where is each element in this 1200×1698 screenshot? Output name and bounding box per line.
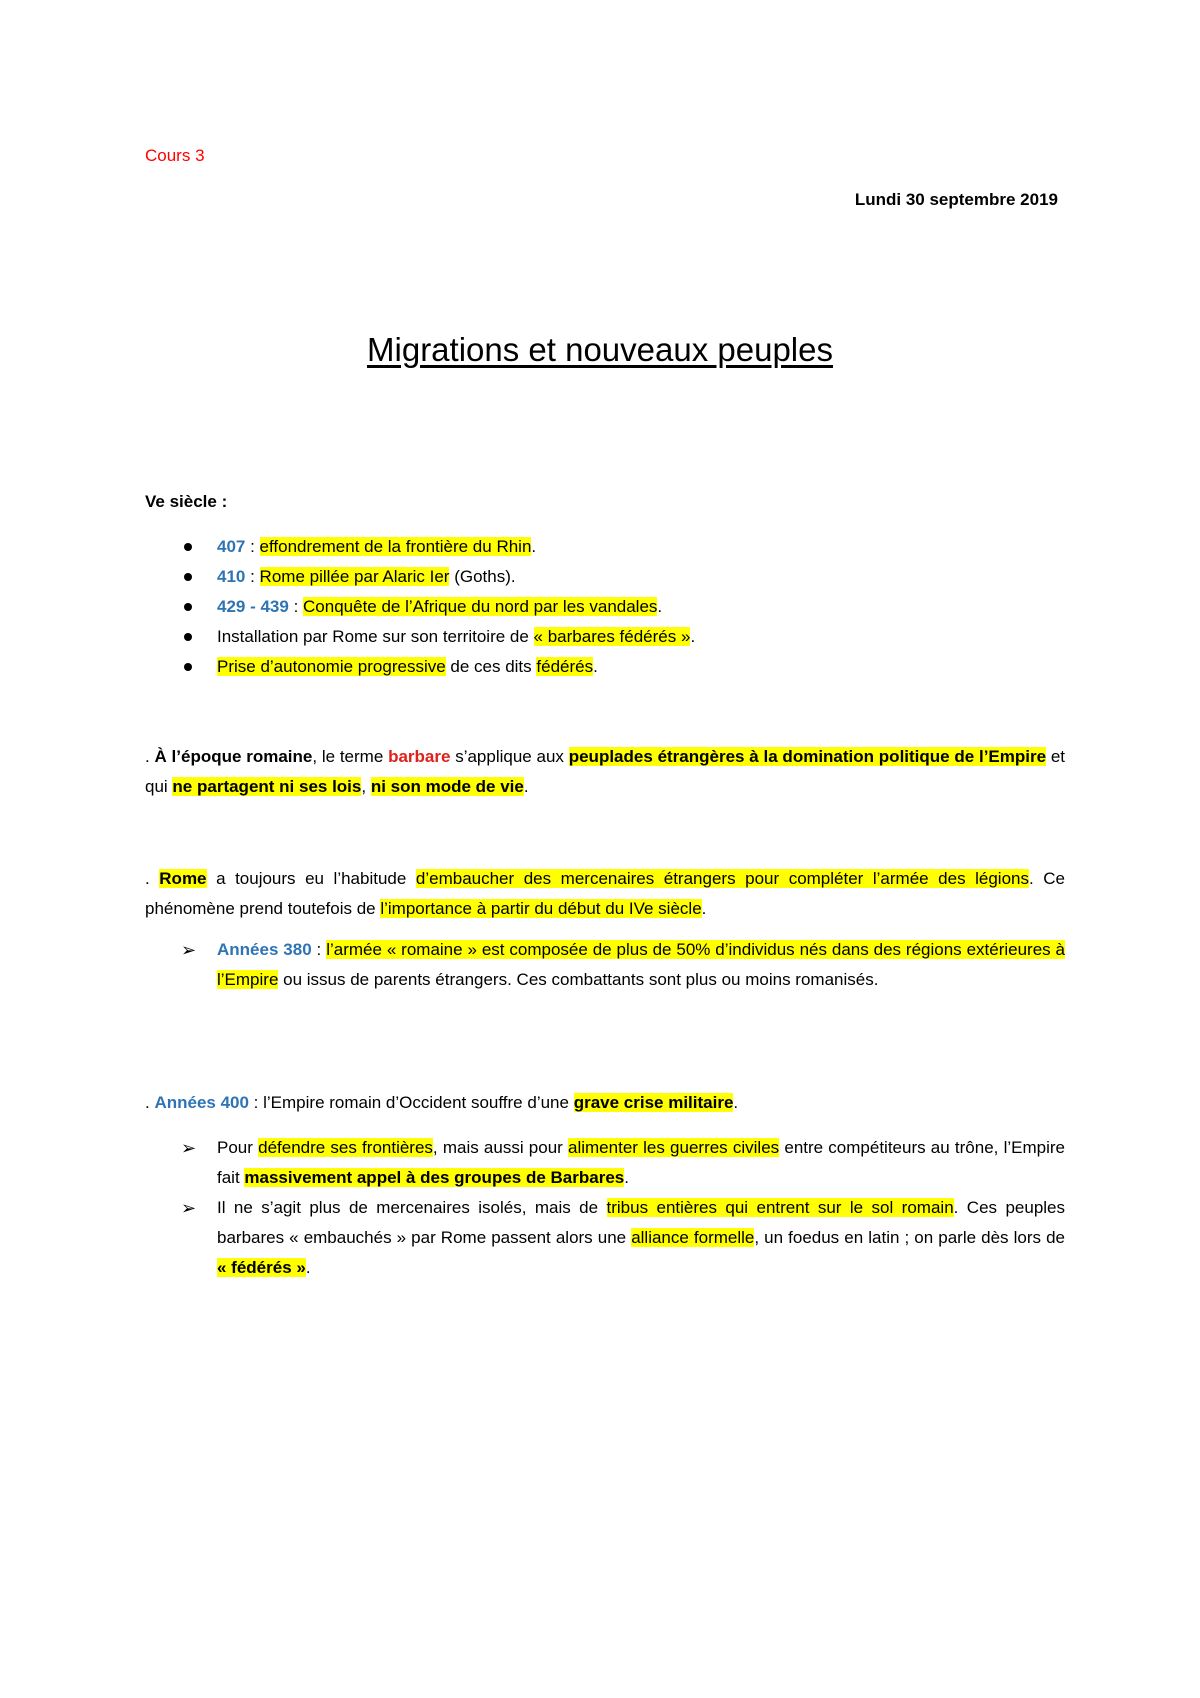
- highlighted-text: « barbares fédérés »: [533, 627, 691, 646]
- date-line: Lundi 30 septembre 2019: [854, 190, 1058, 209]
- highlighted-text: « fédérés »: [217, 1258, 306, 1277]
- highlighted-text: Prise d’autonomie progressive: [217, 657, 446, 676]
- highlighted-text: massivement appel à des groupes de Barbares: [244, 1168, 625, 1187]
- list-item: 407 : effondrement de la frontière du Rhin.: [145, 532, 1065, 562]
- list-item: 429 - 439 : Conquête de l’Afrique du nord par les vandales.: [145, 592, 1065, 622]
- highlighted-text: effondrement de la frontière du Rhin: [259, 537, 532, 556]
- arrowhead-bullet-icon: ➢: [181, 1198, 197, 1218]
- year-label: 410: [217, 567, 246, 586]
- arrow-list-item: ➢ Pour défendre ses frontières, mais aussi pour alimenter les guerres civiles entre compétiteurs au trône, l’Empire fait massivement appel à des groupes de Barbares.: [145, 1133, 1065, 1193]
- year-label: 429 - 439: [217, 597, 289, 616]
- arrowhead-bullet-icon: ➢: [181, 940, 197, 960]
- arrow-list-item: ➢ Il ne s’agit plus de mercenaires isolés, mais de tribus entières qui entrent sur le sol romain. Ces peuples barbares « embauchés » par Rome passent alors une alliance formelle, un foedus en latin ; on parle dès lors de « fédérés ».: [145, 1193, 1065, 1283]
- highlighted-text: d’embaucher des mercenaires étrangers pour compléter l’armée des légions: [415, 869, 1029, 888]
- year-label: 407: [217, 537, 246, 556]
- highlighted-text: l’importance à partir du début du IVe siècle: [380, 899, 702, 918]
- paragraph-rome: . Rome a toujours eu l’habitude d’embaucher des mercenaires étrangers pour compléter l’armée des légions. Ce phénomène prend toutefois de l’importance à partir du début du IVe siècle.: [145, 869, 1066, 918]
- highlighted-text: défendre ses frontières: [258, 1138, 433, 1157]
- bullet-dot-icon: [184, 633, 192, 641]
- document-title: Migrations et nouveaux peuples: [367, 331, 833, 368]
- highlighted-text: tribus entières qui entrent sur le sol romain: [606, 1198, 954, 1217]
- year-label: Années 400: [154, 1093, 249, 1112]
- list-item: Prise d’autonomie progressive de ces dits fédérés.: [145, 652, 1065, 682]
- highlighted-text: fédérés: [536, 657, 594, 676]
- highlighted-text: Rome: [159, 869, 207, 888]
- bullet-dot-icon: [184, 543, 192, 551]
- bullet-dot-icon: [184, 573, 192, 581]
- highlighted-text: alliance formelle: [631, 1228, 755, 1247]
- highlighted-text: l’armée « romaine » est composée de plus de 50% d’individus nés dans des régions extérieures à l’Empire: [217, 940, 1066, 989]
- highlighted-text: Conquête de l’Afrique du nord par les vandales: [303, 597, 658, 616]
- section-heading: Ve siècle :: [145, 492, 228, 511]
- list-item: 410 : Rome pillée par Alaric Ier (Goths).: [145, 562, 1065, 592]
- bullet-list: [145, 532, 1065, 682]
- highlighted-text: peuplades étrangères à la domination politique de l’Empire: [568, 747, 1047, 766]
- arrow-list-item: ➢ Années 380 : l’armée « romaine » est composée de plus de 50% d’individus nés dans des régions extérieures à l’Empire ou issus de parents étrangers. Ces combattants sont plus ou moins romanisés.: [145, 935, 1065, 995]
- bullet-dot-icon: [184, 663, 192, 671]
- paragraph-annees-400: . Années 400 : l’Empire romain d’Occident souffre d’une grave crise militaire.: [145, 1093, 739, 1112]
- list-item: Installation par Rome sur son territoire de « barbares fédérés ».: [145, 622, 1065, 652]
- keyword-barbare: barbare: [388, 747, 451, 766]
- paragraph-barbare: . À l’époque romaine, le terme barbare s’applique aux peuplades étrangères à la domination politique de l’Empire et qui ne partagent ni ses lois, ni son mode de vie.: [145, 747, 1066, 796]
- bullet-dot-icon: [184, 603, 192, 611]
- year-label: Années 380: [217, 940, 312, 959]
- highlighted-text: ni son mode de vie: [370, 777, 524, 796]
- arrowhead-bullet-icon: ➢: [181, 1138, 197, 1158]
- course-label: Cours 3: [145, 146, 205, 165]
- highlighted-text: Rome pillée par Alaric Ier: [259, 567, 450, 586]
- highlighted-text: alimenter les guerres civiles: [568, 1138, 780, 1157]
- highlighted-text: ne partagent ni ses lois: [172, 777, 362, 796]
- highlighted-text: grave crise militaire: [573, 1093, 734, 1112]
